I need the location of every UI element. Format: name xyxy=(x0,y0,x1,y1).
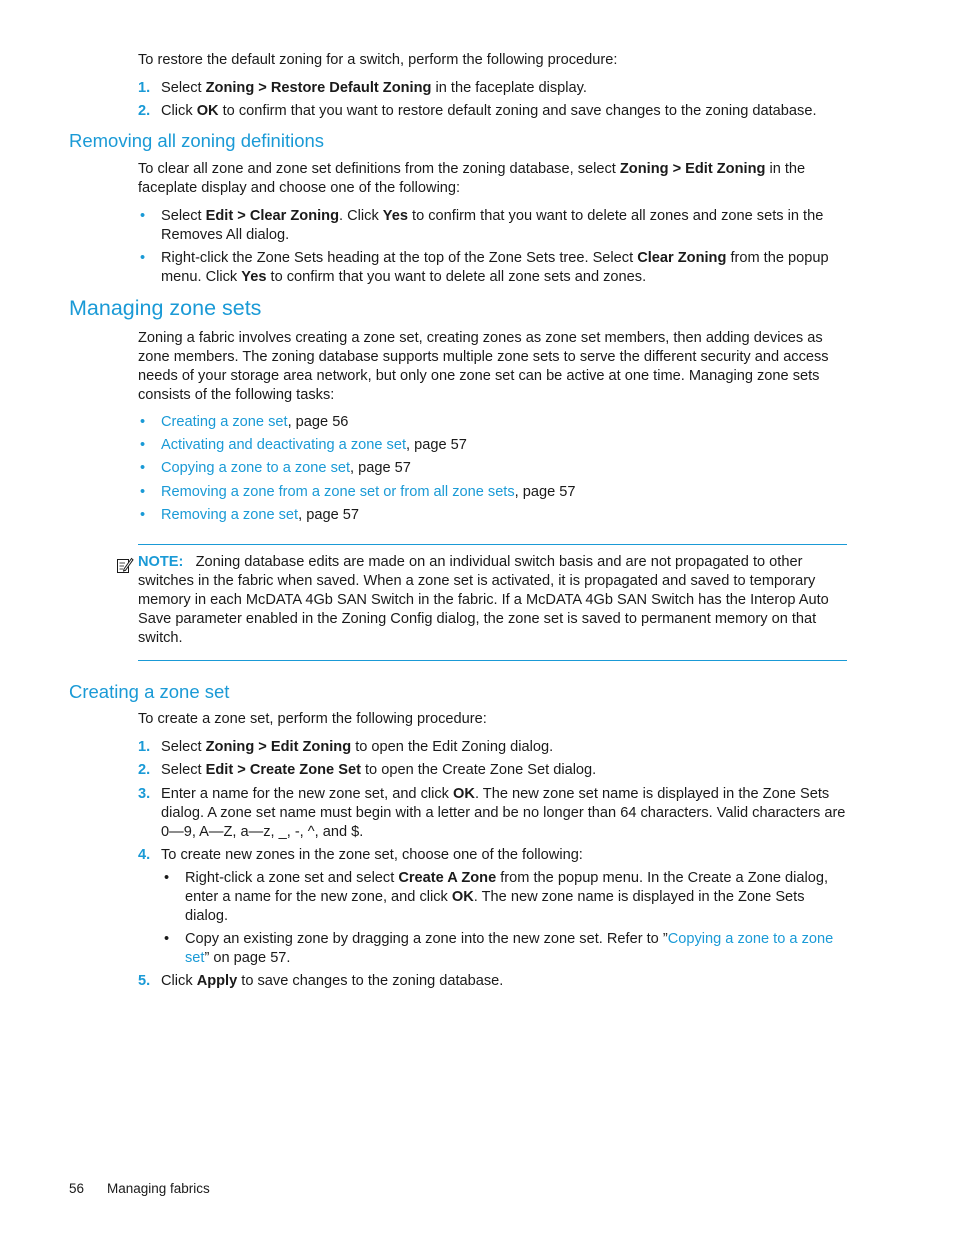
task-item: • Removing a zone set, page 57 xyxy=(140,507,359,523)
note-top-rule xyxy=(138,544,847,545)
create-step-3: 3. Enter a name for the new zone set, and click OK. The new zone set name is displayed in the Zone Sets dialog. A zone set name must begin with a letter and be no longer than 64 characters. Valid characters are 0—9, A—Z, a—z, _, -, ^, and $. xyxy=(138,786,846,840)
create-step-2: 2. Select Edit > Create Zone Set to open the Create Zone Set dialog. xyxy=(138,762,597,778)
footer-chapter-title: Managing fabrics xyxy=(107,1181,210,1196)
task-item: • Copying a zone to a zone set, page 57 xyxy=(140,460,411,476)
bullet-icon: • xyxy=(140,250,146,266)
bullet-icon: • xyxy=(140,460,146,476)
note-text: Zoning database edits are made on an individual switch basis and are not propagated to other switches in the fabric when saved. When a zone set is activated, it is propagated and saved to temporary memory in each McDATA 4Gb SAN Switch in the fabric. If a McDATA 4Gb SAN Switch has the Interop Auto Save parameter enabled in the Zoning Config dialog, the zone set is saved to permanent memory on that switch. xyxy=(138,554,829,646)
note-pencil-icon xyxy=(116,556,134,574)
restore-step-1: 1. Select Zoning > Restore Default Zoning in the faceplate display. xyxy=(138,80,587,96)
task-link[interactable]: Removing a zone from a zone set or from all zone sets xyxy=(161,484,515,500)
heading-managing-zone-sets: Managing zone sets xyxy=(69,296,262,320)
bullet-icon: • xyxy=(140,437,146,453)
create-step-4-option-2: • Copy an existing zone by dragging a zone into the new zone set. Refer to ”Copying a zone to a zone set” on page 57. xyxy=(164,931,834,966)
task-item: • Creating a zone set, page 56 xyxy=(140,414,349,430)
note-bottom-rule xyxy=(138,660,847,661)
create-step-4-option-1: • Right-click a zone set and select Create A Zone from the popup menu. In the Create a Zone dialog, enter a name for the new zone, and click OK. The new zone name is displayed in the Zone Sets dialog. xyxy=(164,870,829,924)
manage-para: Zoning a fabric involves creating a zone set, creating zones as zone set members, then adding devices as zone members. The zoning database supports multiple zone sets to serve the different security and access needs of your storage area network, but only one zone set can be active at one time. Managing zone sets consists of the following tasks: xyxy=(138,330,829,403)
task-item: • Removing a zone from a zone set or from all zone sets, page 57 xyxy=(140,484,576,500)
restore-step-2: 2. Click OK to confirm that you want to restore default zoning and save changes to the zoning database. xyxy=(138,103,817,119)
create-step-5: 5. Click Apply to save changes to the zoning database. xyxy=(138,973,504,989)
remove-option-1: • Select Edit > Clear Zoning. Click Yes to confirm that you want to delete all zones and zone sets in the Removes All dialog. xyxy=(140,208,824,243)
remove-option-2: • Right-click the Zone Sets heading at the top of the Zone Sets tree. Select Clear Zoning from the popup menu. Click Yes to confirm that you want to delete all zone sets and zones. xyxy=(140,250,829,285)
footer-page-number: 56 xyxy=(69,1181,85,1196)
bullet-icon: • xyxy=(164,931,170,947)
create-step-1: 1. Select Zoning > Edit Zoning to open the Edit Zoning dialog. xyxy=(138,739,554,755)
create-intro: To create a zone set, perform the following procedure: xyxy=(138,711,487,727)
create-step-4: 4. To create new zones in the zone set, choose one of the following: xyxy=(138,847,583,863)
bullet-icon: • xyxy=(140,208,146,224)
task-link[interactable]: Removing a zone set xyxy=(161,507,299,523)
bullet-icon: • xyxy=(164,870,170,886)
task-link[interactable]: Creating a zone set xyxy=(161,414,288,430)
task-link[interactable]: Activating and deactivating a zone set xyxy=(161,437,407,453)
remove-intro: To clear all zone and zone set definitions from the zoning database, select Zoning > Edit Zoning in the faceplate display and choose one of the following: xyxy=(138,161,806,196)
note-block xyxy=(138,553,846,648)
task-item: • Activating and deactivating a zone set, page 57 xyxy=(140,437,467,453)
task-link[interactable]: Copying a zone to a zone set xyxy=(161,460,351,476)
restore-intro: To restore the default zoning for a switch, perform the following procedure: xyxy=(138,52,618,68)
bullet-icon: • xyxy=(140,414,146,430)
heading-creating-zone-set: Creating a zone set xyxy=(69,681,230,702)
copying-zone-link[interactable]: Copying a zone to a zone set xyxy=(185,931,834,966)
bullet-icon: • xyxy=(140,507,146,523)
note-label: NOTE: xyxy=(138,554,184,570)
heading-removing-all-zoning: Removing all zoning definitions xyxy=(69,130,325,151)
bullet-icon: • xyxy=(140,484,146,500)
